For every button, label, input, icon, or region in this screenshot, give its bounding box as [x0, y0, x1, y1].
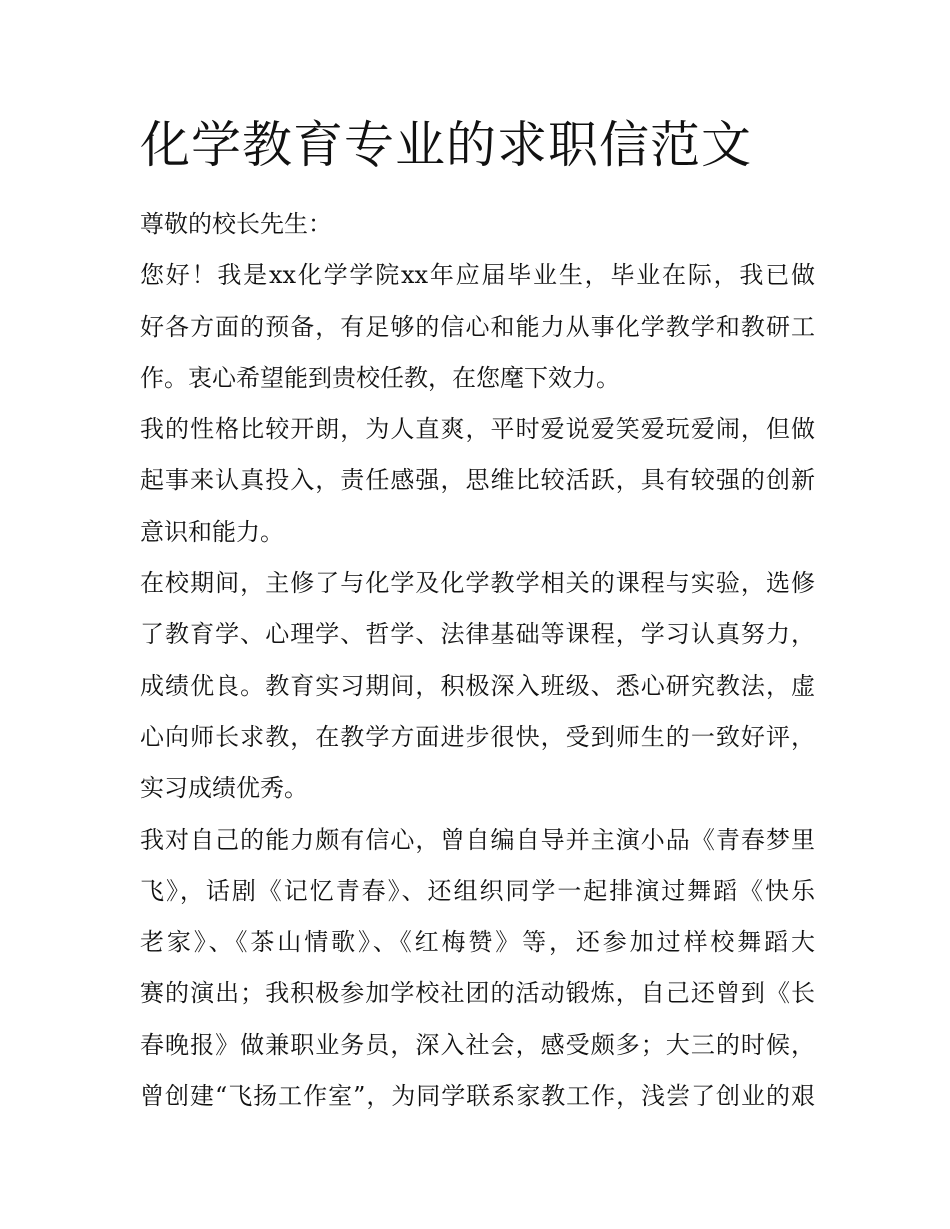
body-line: 曾创建“飞扬工作室”，为同学联系家教工作，浅尝了创业的艰: [140, 1082, 815, 1111]
body-line: 赛的演出；我积极参加学校社团的活动锻炼，自己还曾到《长: [140, 979, 815, 1008]
body-line: 了教育学、心理学、哲学、法律基础等课程，学习认真努力，: [140, 620, 815, 649]
body-line: 春晚报》做兼职业务员，深入社会，感受颇多；大三的时候，: [140, 1030, 815, 1059]
body-line: 老家》、《茶山情歌》、《红梅赞》等，还参加过样校舞蹈大: [140, 928, 815, 957]
salutation-line: 尊敬的校长先生：: [140, 210, 332, 238]
body-line: 我的性格比较开朗，为人直爽，平时爱说爱笑爱玩爱闹，但做: [140, 415, 815, 444]
body-line: 起事来认真投入，责任感强，思维比较活跃，具有较强的创新: [140, 466, 815, 495]
body-line: 作。衷心希望能到贵校任教，在您麾下效力。: [140, 363, 620, 392]
body-line: 成绩优良。教育实习期间，积极深入班级、悉心研究教法，虚: [140, 671, 815, 700]
body-line: 心向师长求教，在教学方面进步很快，受到师生的一致好评，: [140, 722, 815, 751]
body-line: 在校期间，主修了与化学及化学教学相关的课程与实验，选修: [140, 569, 815, 598]
body-line: 实习成绩优秀。: [140, 774, 308, 803]
body-line: 我对自己的能力颇有信心，曾自编自导并主演小品《青春梦里: [140, 825, 815, 854]
document-title: 化学教育专业的求职信范文: [140, 116, 752, 174]
body-line: 您好！我是xx化学学院xx年应届毕业生，毕业在际，我已做: [140, 261, 815, 290]
body-line: 好各方面的预备，有足够的信心和能力从事化学教学和教研工: [140, 312, 815, 341]
letter-body: [140, 199, 815, 1122]
body-line: 飞》，话剧《记忆青春》、还组织同学一起排演过舞蹈《快乐: [140, 876, 815, 905]
body-line: 意识和能力。: [140, 517, 284, 546]
